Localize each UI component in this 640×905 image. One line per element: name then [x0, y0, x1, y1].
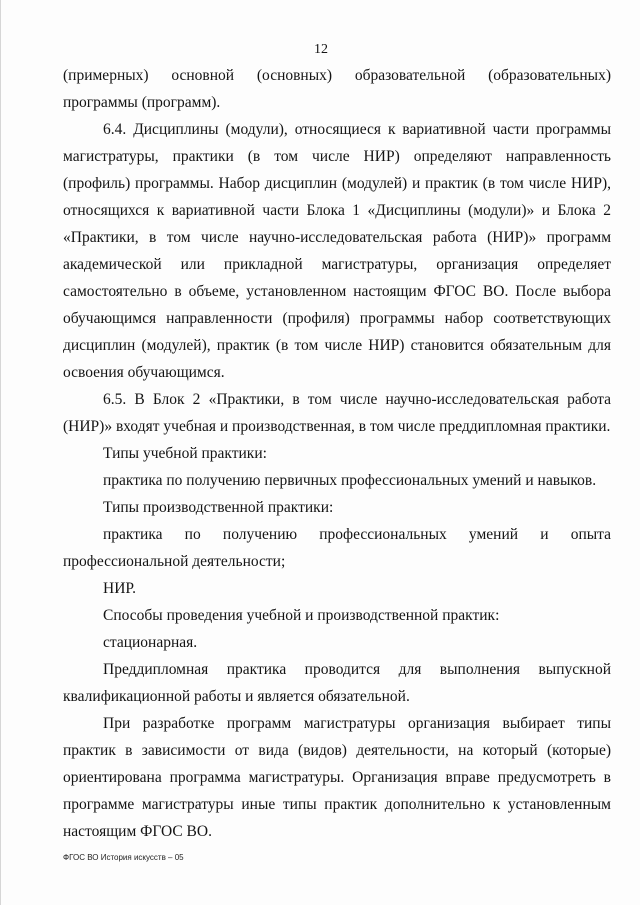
page-number: 12: [314, 42, 328, 57]
document-body: [63, 62, 611, 845]
paragraph-6-5: 6.5. В Блок 2 «Практики, в том числе научно-исследовательская работа (НИР)» входят учебная и производственная, в том числе преддипломная практики.: [63, 391, 611, 435]
practice-method-item: стационарная.: [103, 634, 198, 651]
production-practice-types-heading: Типы производственной практики:: [103, 499, 334, 516]
program-development-paragraph: При разработке программ магистратуры организация выбирает типы практик в зависимости от вида (видов) деятельности, на который (которые) ориентирована программа магистратуры. Организация вправе предусмотреть в программе магистратуры иные типы практик дополнительно к установленным настоящим ФГОС ВО.: [63, 715, 611, 840]
paragraph-6-4: 6.4. Дисциплины (модули), относящиеся к вариативной части программы магистратуры, практики (в том числе НИР) определяют направленность (профиль) программы. Набор дисциплин (модулей) и практик (в том числе НИР), относящихся к вариативной части Блока 1 «Дисциплины (модули)» и Блока 2 «Практики, в том числе научно-исследовательская работа (НИР)» программ академической или прикладной магистратуры, организация определяет самостоятельно в объеме, установленном настоящим ФГОС ВО. После выбора обучающимся направленности (профиля) программы набор соответствующих дисциплин (модулей), практик (в том числе НИР) становится обязательным для освоения обучающимся.: [63, 121, 611, 381]
educational-practice-types-heading: Типы учебной практики:: [103, 445, 267, 462]
production-practice-type-nir: НИР.: [103, 580, 136, 597]
paragraph-continuation: (примерных) основной (основных) образовательной (образовательных) программы (программ).: [63, 67, 611, 111]
pre-diploma-practice-paragraph: Преддипломная практика проводится для выполнения выпускной квалификационной работы и является обязательной.: [63, 661, 611, 705]
footer-note: ФГОС ВО История искусств – 05: [63, 853, 184, 862]
production-practice-type-item: практика по получению профессиональных умений и опыта профессиональной деятельности;: [63, 526, 611, 570]
educational-practice-type-item: практика по получению первичных профессиональных умений и навыков.: [103, 472, 597, 489]
practice-methods-heading: Способы проведения учебной и производственной практик:: [103, 607, 500, 624]
